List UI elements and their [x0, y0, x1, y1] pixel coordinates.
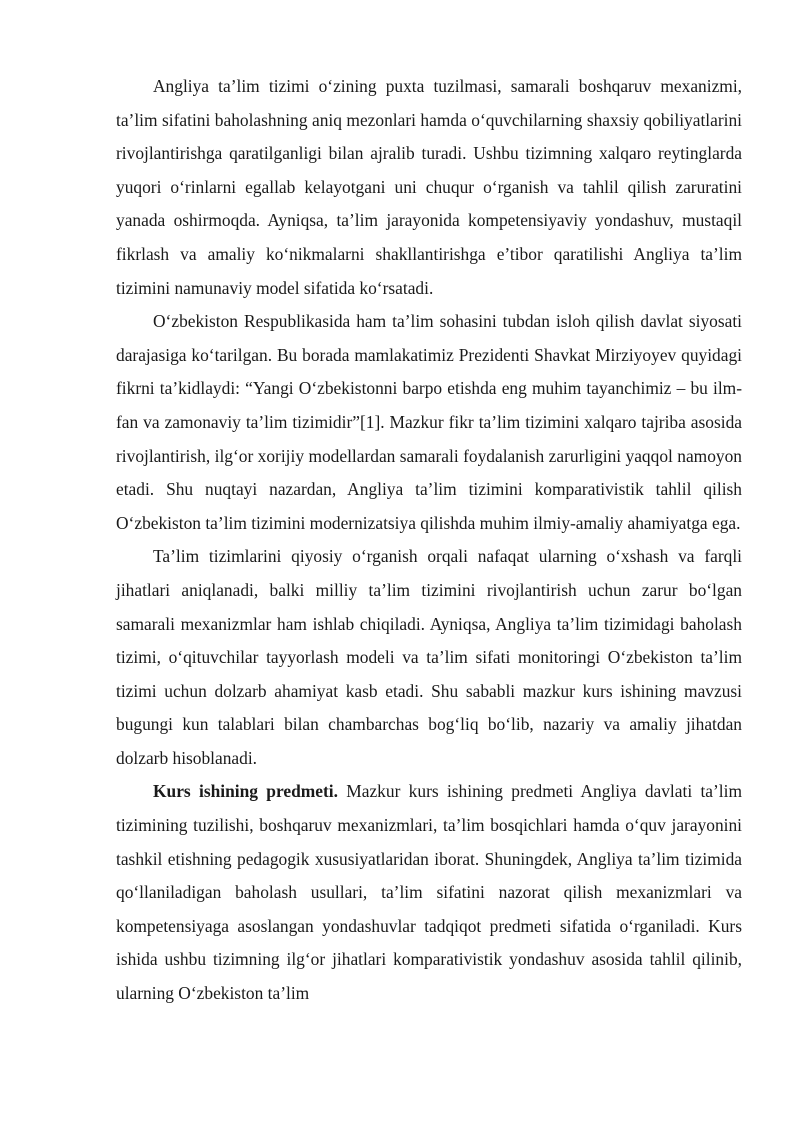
body-text	[116, 70, 742, 1011]
paragraph-text: Ta’lim tizimlarini qiyosiy o‘rganish orqali nafaqat ularning o‘xshash va farqli jihatlari aniqlanadi, balki milliy ta’lim tizimini rivojlantirish uchun zarur bo‘lgan samarali mexanizmlar ham ishlab chiqiladi. Ayniqsa, Angliya ta’lim tizimidagi baholash tizimi, o‘qituvchilar tayyorlash modeli va ta’lim sifati monitoringi O‘zbekiston ta’lim tizimi uchun dolzarb ahamiyat kasb etadi. Shu sababli mazkur kurs ishining mavzusi bugungi kun talablari bilan chambarchas bog‘liq bo‘lib, nazariy va amaliy jihatdan dolzarb hisoblanadi.	[116, 546, 742, 768]
paragraph-uzbekistan-reform	[116, 305, 742, 540]
paragraph-heading: Kurs ishining predmeti.	[153, 781, 338, 802]
paragraph-comparative-study	[116, 540, 742, 775]
paragraph-text: Mazkur kurs ishining predmeti Angliya davlati ta’lim tizimining tuzilishi, boshqaruv mexanizmlari, ta’lim bosqichlari hamda o‘quv jarayonini tashkil etishning pedagogik xususiyatlaridan iborat. Shuningdek, Angliya ta’lim tizimida qo‘llaniladigan baholash usullari, ta’lim sifatini nazorat qilish mexanizmlari va kompetensiyaga asoslangan yondashuvlar tadqiqot predmeti sifatida o‘rganiladi. Kurs ishida ushbu tizimning ilg‘or jihatlari komparativistik yondashuv asosida tahlil qilinib, ularning O‘zbekiston ta’lim	[116, 781, 743, 1004]
paragraph-subject	[116, 775, 742, 1010]
paragraph-text: O‘zbekiston Respublikasida ham ta’lim sohasini tubdan isloh qilish davlat siyosati darajasiga ko‘tarilgan. Bu borada mamlakatimiz Prezidenti Shavkat Mirziyoyev quyidagi fikrni ta’kidlaydi: “Yangi O‘zbekistonni barpo etishda eng muhim tayanchimiz – bu ilm-fan va zamonaviy ta’lim tizimidir”[1]. Mazkur fikr ta’lim tizimini xalqaro tajriba asosida rivojlantirish, ilg‘or xorijiy modellardan samarali foydalanish zarurligini yaqqol namoyon etadi. Shu nuqtayi nazardan, Angliya ta’lim tizimini komparativistik tahlil qilish O‘zbekiston ta’lim tizimini modernizatsiya qilishda muhim ilmiy-amaliy ahamiyatga ega.	[116, 311, 742, 533]
paragraph-text: Angliya ta’lim tizimi o‘zining puxta tuzilmasi, samarali boshqaruv mexanizmi, ta’lim sifatini baholashning aniq mezonlari hamda o‘quvchilarning shaxsiy qobiliyatlarini rivojlantirishga qaratilganligi bilan ajralib turadi. Ushbu tizimning xalqaro reytinglarda yuqori o‘rinlarni egallab kelayotgani uni chuqur o‘rganish va tahlil qilish zaruratini yanada oshirmoqda. Ayniqsa, ta’lim jarayonida kompetensiyaviy yondashuv, mustaqil fikrlash va amaliy ko‘nikmalarni shakllantirishga e’tibor qaratilishi Angliya ta’lim tizimini namunaviy model sifatida ko‘rsatadi.	[116, 76, 742, 298]
paragraph-intro	[116, 70, 742, 305]
